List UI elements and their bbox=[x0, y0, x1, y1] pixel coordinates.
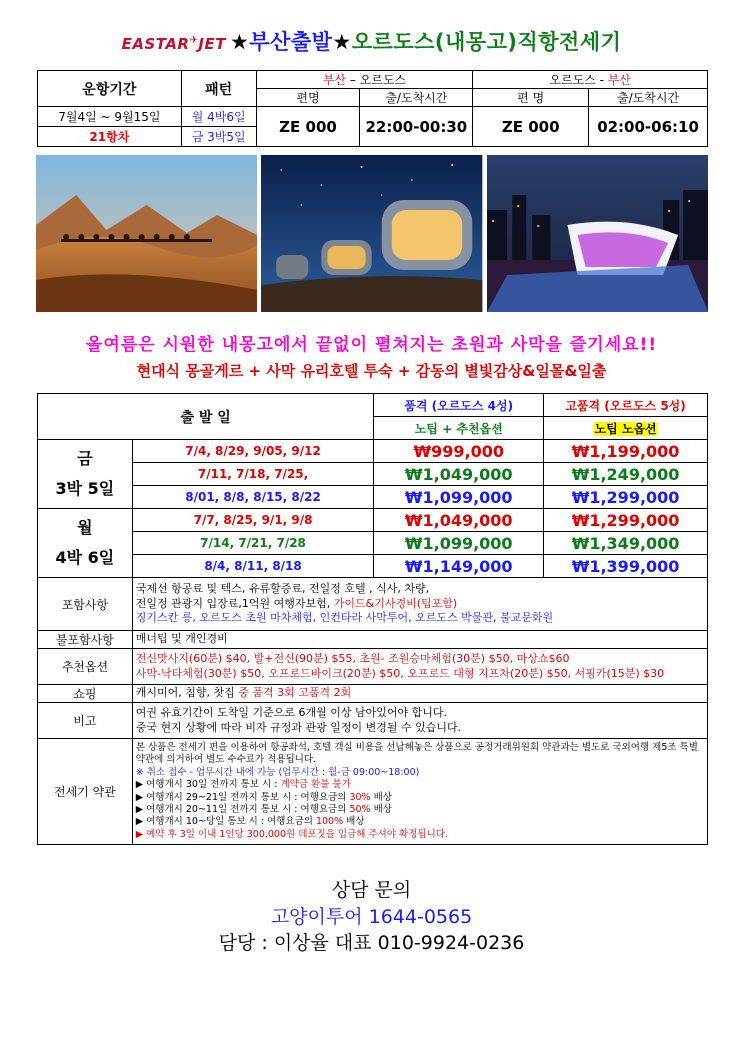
shopping-content: 캐시미어, 침향, 찻집 중 품격 3회 고품격 2회 bbox=[132, 685, 707, 703]
standard-price-2: ₩1,049,000 bbox=[374, 463, 544, 486]
schedule-table bbox=[37, 70, 708, 147]
glass-hotel-photo bbox=[261, 155, 482, 312]
nights-fri: 3박 5일 bbox=[55, 479, 115, 498]
route-inbound: 오르도스 - 부산 bbox=[473, 71, 708, 89]
contact-heading: 상담 문의 bbox=[331, 879, 412, 901]
inbound-flight: ZE 000 bbox=[473, 107, 589, 147]
header-standard-sub: 노팁 + 추천옵션 bbox=[374, 417, 544, 440]
page-title bbox=[0, 26, 743, 56]
title-destination: 오르도스(내몽고)직항전세기 bbox=[351, 30, 622, 54]
header-flight-out: 편명 bbox=[256, 89, 360, 107]
eastarjet-logo: EASTAR✈JET bbox=[121, 35, 226, 53]
standard-price-1: ₩999,000 bbox=[374, 440, 544, 463]
dates-row-6: 8/4, 8/11, 8/18 bbox=[132, 555, 373, 578]
contact-manager: 담당 : 이상율 대표 010-9924-0236 bbox=[218, 932, 525, 955]
dates-row-5: 7/14, 7/21, 7/28 bbox=[132, 532, 373, 555]
slogan-sub: 현대식 몽골게르 + 사막 유리호텔 투숙 + 감동의 별빛감상&일몰&일출 bbox=[136, 362, 607, 380]
premium-price-1: ₩1,199,000 bbox=[544, 440, 708, 463]
excluded-label: 불포함사항 bbox=[38, 631, 133, 649]
premium-price-3: ₩1,299,000 bbox=[544, 486, 708, 509]
inbound-time: 02:00-06:10 bbox=[589, 107, 708, 147]
premium-price-5: ₩1,349,000 bbox=[544, 532, 708, 555]
day-fri: 금 bbox=[77, 448, 93, 468]
route-outbound: 부산 – 오르도스 bbox=[256, 71, 473, 89]
terms-content: 본 상품은 전세기 편을 이용하여 항공좌석, 호텔 객실 비용을 선납해놓은 상품으로 공정거래위원회 약관과는 별도로 국외여행 제5조 특별약관에 의거하여 별도 수수료가 적용됩니다. ※ 취소 접수 - 업무시간 내에 가능 (업무시간 : 월-금 09:00~18:00) ▶ 여행개시 30일 전까지 통보 시 : 계약금 환불 불가 ▶ 여행개시 29~21일 전까지 통보 시 : 여행요금의 30% 배상 ▶ 여행개시 20~11일 전까지 통보 시 : 여행요금의 50% 배상 ▶ 여행개시 10~당일 통보 시 : 여행요금의 100% 배상 ▶ 예약 후 3일 이내 1인당 300,000원 데포짓을 입금해 주셔야 확정됩니다. bbox=[132, 739, 707, 845]
dates-row-1: 7/4, 8/29, 9/05, 9/12 bbox=[132, 440, 373, 463]
desert-camel-photo bbox=[36, 155, 257, 312]
flight-count: 21항차 bbox=[38, 127, 182, 147]
star-icon: ★ bbox=[332, 30, 352, 54]
header-standard: 품격 (오르도스 4성) bbox=[374, 394, 544, 417]
excluded-content: 매너팁 및 개인경비 bbox=[132, 631, 707, 649]
header-flight-in: 편 명 bbox=[473, 89, 589, 107]
dates-row-4: 7/7, 8/25, 9/1, 9/8 bbox=[132, 509, 373, 532]
included-label: 포함사항 bbox=[38, 578, 133, 631]
standard-price-3: ₩1,099,000 bbox=[374, 486, 544, 509]
header-pattern: 패턴 bbox=[181, 71, 256, 107]
star-icon: ★ bbox=[229, 30, 250, 54]
terms-label: 전세기 약관 bbox=[38, 739, 133, 845]
title-departure: 부산출발 bbox=[249, 30, 333, 54]
dates-row-2: 7/11, 7/18, 7/25, bbox=[132, 463, 373, 486]
pattern-fri: 금 3박5일 bbox=[181, 127, 256, 147]
included-content: 국제선 항공료 및 텍스, 유류할증료, 전일정 호텔 , 식사, 차량, 전일정 관광지 입장료,1억원 여행자보험, 가이드&기사경비(팁포함) 징기스칸 릉, 오르도스 초원 마차체험, 인컨타라 사막투어, 오르도스 박물관, 불교문화원 bbox=[132, 578, 707, 631]
monday-group bbox=[38, 509, 133, 578]
nights-mon: 4박 6일 bbox=[55, 548, 115, 567]
contact-block bbox=[0, 877, 743, 957]
standard-price-5: ₩1,099,000 bbox=[374, 532, 544, 555]
header-time-out: 출/도착시간 bbox=[360, 89, 473, 107]
contact-agency: 고양이투어 1644-0565 bbox=[270, 905, 473, 928]
header-period: 운항기간 bbox=[38, 71, 182, 107]
slogan-main: 올여름은 시원한 내몽고에서 끝없이 펼쳐지는 초원과 사막을 즐기세요!! bbox=[85, 335, 658, 355]
dates-row-3: 8/01, 8/8, 8/15, 8/22 bbox=[132, 486, 373, 509]
friday-group bbox=[38, 440, 133, 509]
day-mon: 월 bbox=[77, 517, 93, 537]
header-premium-sub: 노팁 노옵션 bbox=[544, 417, 708, 440]
period-value: 7월4일 ~ 9월15일 bbox=[38, 107, 182, 127]
price-table bbox=[37, 393, 708, 845]
outbound-time: 22:00-00:30 bbox=[360, 107, 473, 147]
header-premium: 고품격 (오르도스 5성) bbox=[544, 394, 708, 417]
standard-price-4: ₩1,049,000 bbox=[374, 509, 544, 532]
header-departure: 출 발 일 bbox=[38, 394, 374, 440]
outbound-flight: ZE 000 bbox=[256, 107, 360, 147]
photo-strip bbox=[36, 155, 708, 312]
premium-price-6: ₩1,399,000 bbox=[544, 555, 708, 578]
premium-price-2: ₩1,249,000 bbox=[544, 463, 708, 486]
shopping-label: 쇼핑 bbox=[38, 685, 133, 703]
pattern-mon: 월 4박6일 bbox=[181, 107, 256, 127]
remarks-content: 여권 유효기간이 도착일 기준으로 6개월 이상 남아있어야 합니다. 중국 현지 상황에 따라 비자 규정과 관광 일정이 변경될 수 있습니다. bbox=[132, 703, 707, 739]
options-content: 전신맛사지(60분) $40, 발+전신(90분) $55, 초원- 조원승마체험(30분) $50, 마상쇼$60 사막-낙타체험(30분) $50, 오프로드바이크(20분) $50, 오프로드 대형 지프차(20분) $50, 서핑카(15분) $30 bbox=[132, 649, 707, 685]
premium-price-4: ₩1,299,000 bbox=[544, 509, 708, 532]
standard-price-6: ₩1,149,000 bbox=[374, 555, 544, 578]
options-label: 추천옵션 bbox=[38, 649, 133, 685]
remarks-label: 비고 bbox=[38, 703, 133, 739]
header-time-in: 출/도착시간 bbox=[589, 89, 708, 107]
city-night-photo bbox=[487, 155, 708, 312]
